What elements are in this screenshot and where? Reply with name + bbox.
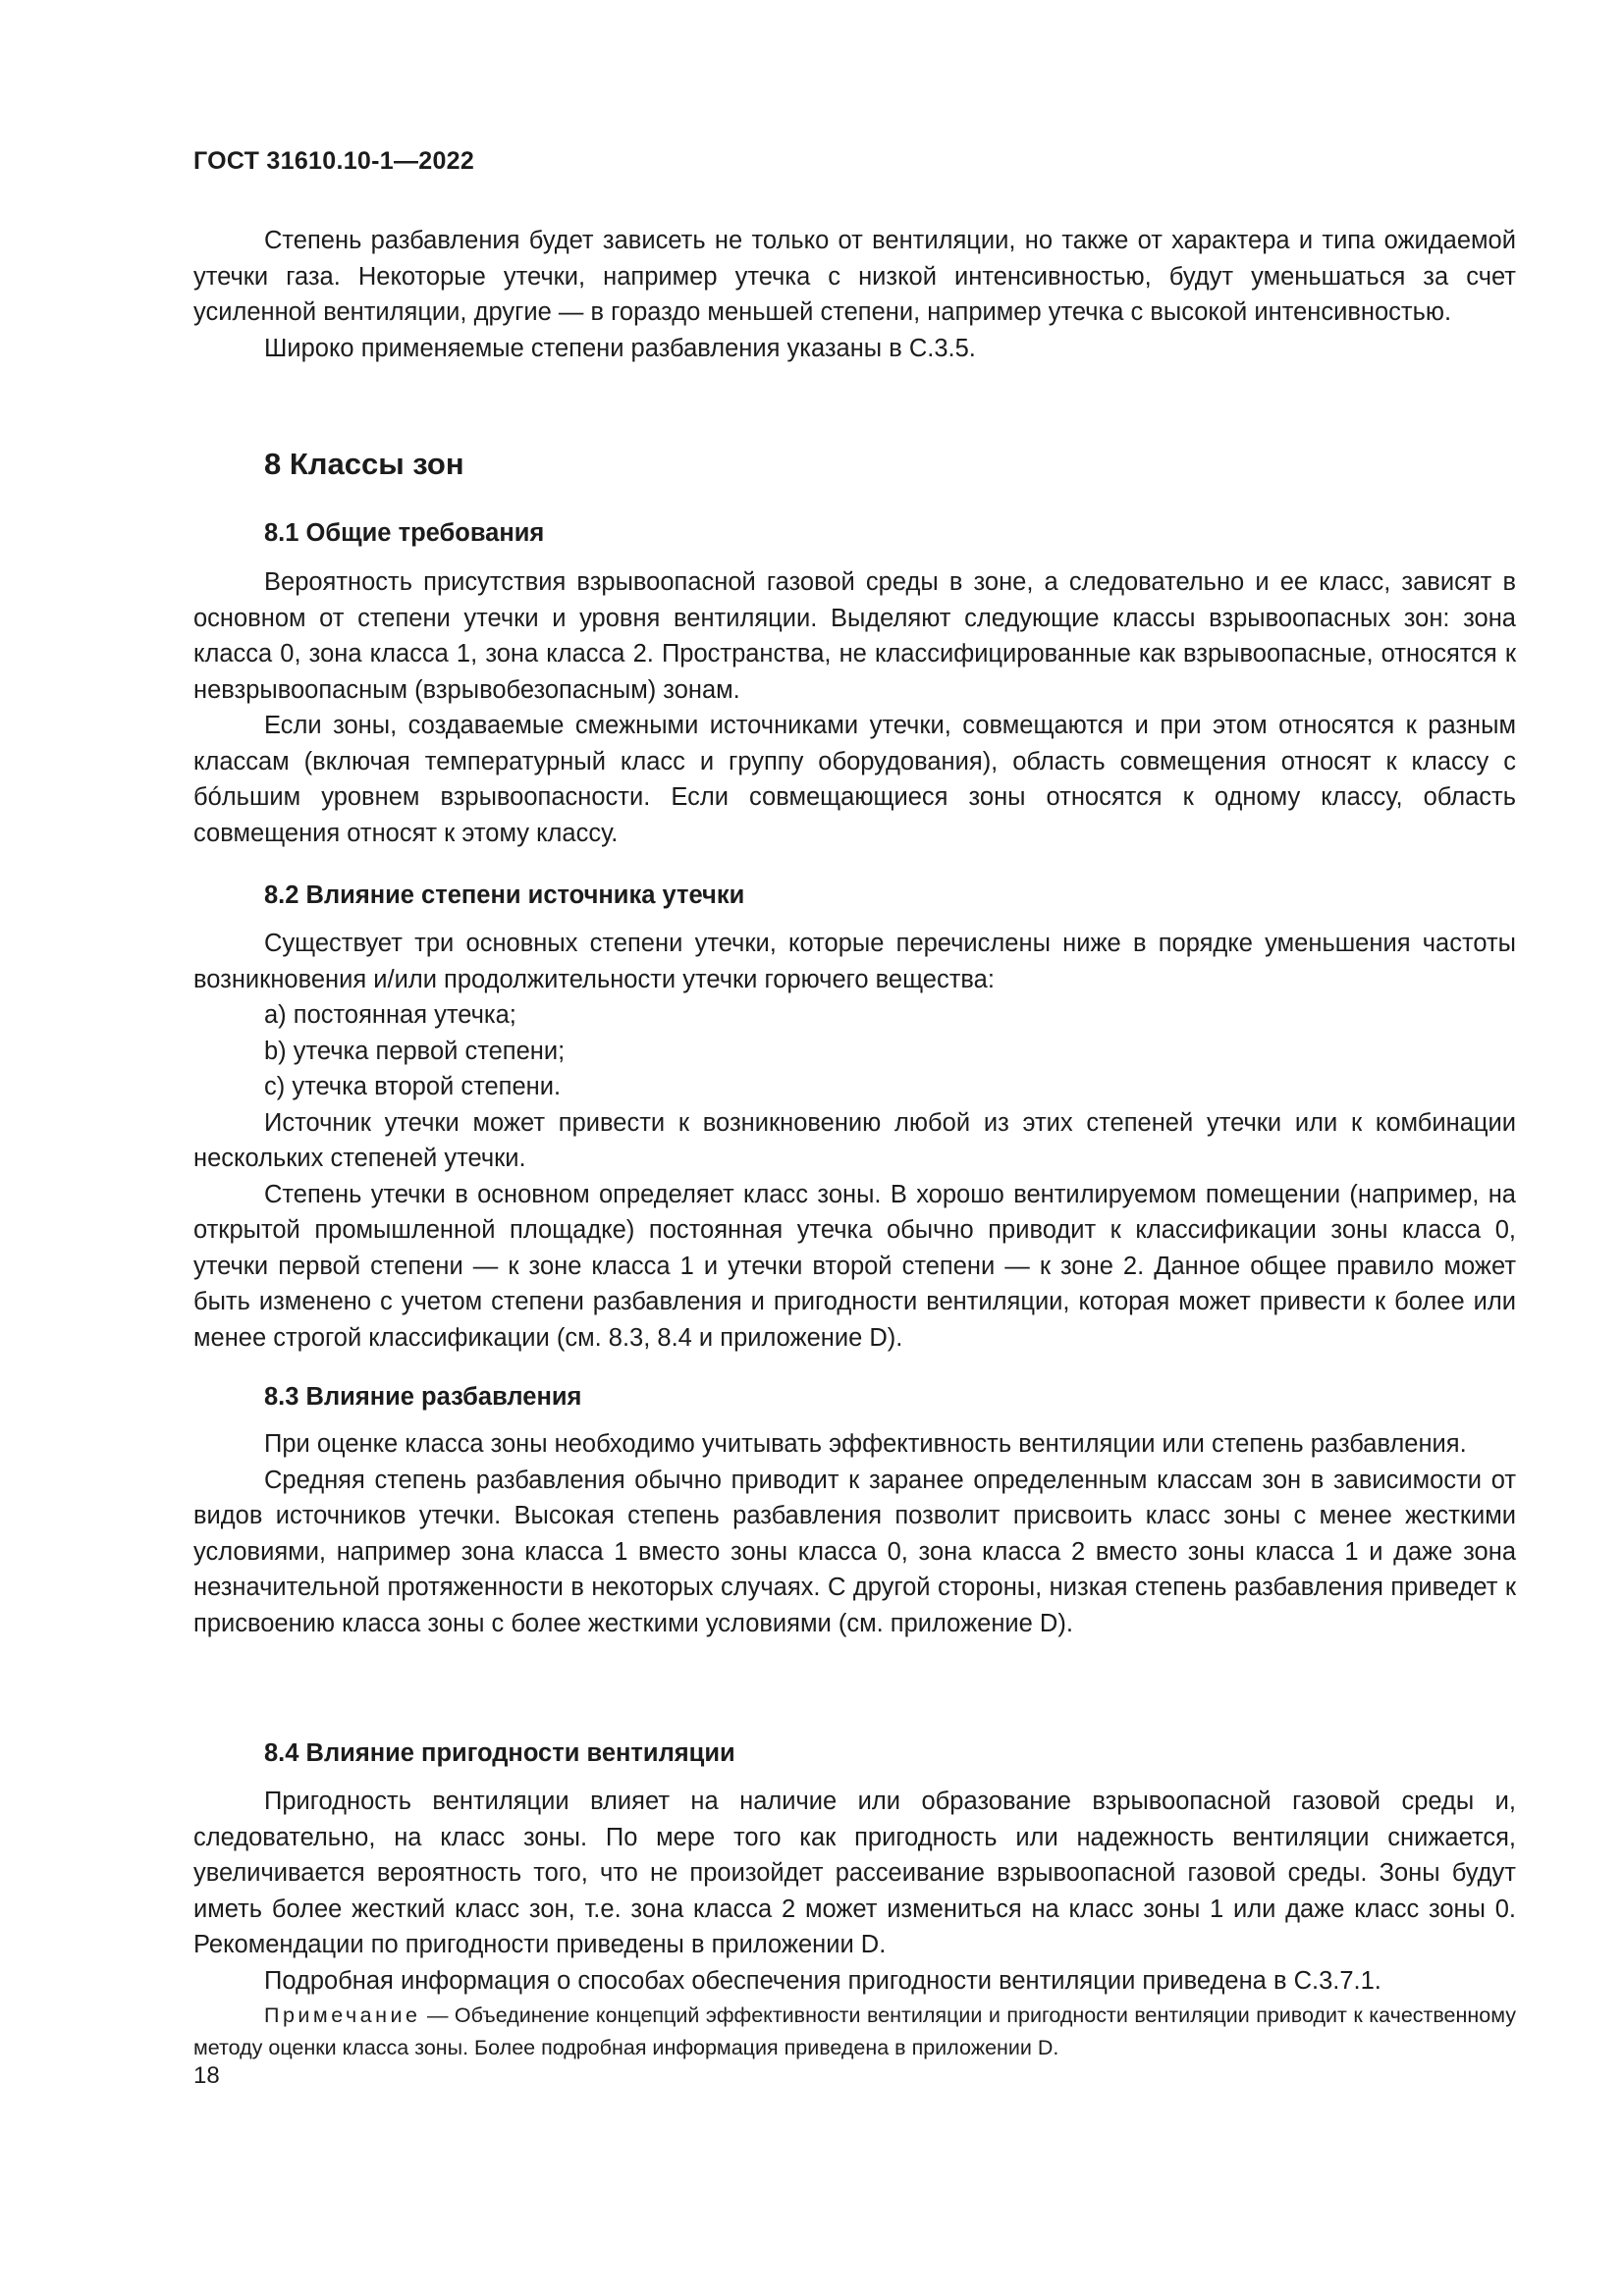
paragraph: Широко применяемые степени разбавления указаны в С.3.5.	[264, 334, 976, 362]
subsection-8-4-body	[193, 1784, 1516, 1999]
paragraph: Источник утечки может привести к возникновению любой из этих степеней утечки или к комбинации нескольких степеней утечки.	[193, 1108, 1516, 1172]
list-item: a) постоянная утечка;	[264, 1001, 516, 1029]
note-block	[193, 2000, 1516, 2064]
paragraph: Степень разбавления будет зависеть не только от вентиляции, но также от характера и типа ожидаемой утечки газа. Некоторые утечки, например утечка с низкой интенсивностью, будут уменьшаться за счет усиленной вентиляции, другие — в гораздо меньшей степени, например утечка с высокой интенсивностью.	[193, 227, 1516, 326]
section-heading-8: 8 Классы зон	[264, 447, 464, 481]
subsection-heading-8-3: 8.3 Влияние разбавления	[264, 1383, 582, 1411]
paragraph: Степень утечки в основном определяет класс зоны. В хорошо вентилируемом помещении (например, на открытой промышленной площадке) постоянная утечка обычно приводит к классификации зоны класса 0, утечки первой степени — к зоне класса 1 и утечки второй степени — к зоне 2. Данное общее правило может быть изменено с учетом степени разбавления и пригодности вентиляции, которая может привести к более или менее строгой классификации (см. 8.3, 8.4 и приложение D).	[193, 1180, 1516, 1352]
paragraph: При оценке класса зоны необходимо учитывать эффективность вентиляции или степень разбавления.	[264, 1430, 1467, 1458]
subsection-8-3-body	[193, 1426, 1516, 1641]
subsection-heading-8-2: 8.2 Влияние степени источника утечки	[264, 881, 745, 909]
list-item: c) утечка второй степени.	[264, 1073, 562, 1100]
note-label: Примечание	[264, 2003, 421, 2027]
paragraph: Подробная информация о способах обеспечения пригодности вентиляции приведена в С.3.7.1.	[264, 1966, 1381, 1995]
paragraph: Пригодность вентиляции влияет на наличие или образование взрывоопасной газовой среды и, следовательно, на класс зоны. По мере того как пригодность или надежность вентиляции снижается, увеличивается вероятность того, что не произойдет рассеивание взрывоопасной газовой среды. Зоны будут иметь более жесткий класс зон, т.е. зона класса 2 может измениться на класс зоны 1 или даже класс зоны 0. Рекомендации по пригодности приведены в приложении D.	[193, 1788, 1516, 1958]
subsection-heading-8-4: 8.4 Влияние пригодности вентиляции	[264, 1739, 735, 1767]
note-text: — Объединение концепций эффективности вентиляции и пригодности вентиляции приводит к качественному методу оценки класса зоны. Более подробная информация приведена в приложении D.	[193, 2003, 1516, 2059]
list-item: b) утечка первой степени;	[264, 1037, 566, 1065]
document-code-header: ГОСТ 31610.10-1—2022	[193, 147, 475, 175]
paragraph: Вероятность присутствия взрывоопасной газовой среды в зоне, а следовательно и ее класс, зависят в основном от степени утечки и уровня вентиляции. Выделяют следующие классы взрывоопасных зон: зона класса 0, зона класса 1, зона класса 2. Пространства, не классифицированные как взрывоопасные, относятся к невзрывоопасным (взрывобезопасным) зонам.	[193, 568, 1516, 704]
paragraph: Существует три основных степени утечки, которые перечислены ниже в порядке уменьшения частоты возникновения и/или продолжительности утечки горючего вещества:	[193, 930, 1516, 993]
page-number: 18	[193, 2062, 220, 2089]
note-paragraph	[193, 2000, 1516, 2064]
paragraph: Средняя степень разбавления обычно приводит к заранее определенным классам зон в зависимости от видов источников утечки. Высокая степень разбавления позволит присвоить класс зоны с менее жесткими условиями, например зона класса 1 вместо зоны класса 0, зона класса 2 вместо зоны класса 1 и даже зона незначительной протяженности в некоторых случаях. С другой стороны, низкая степень разбавления приведет к присвоению класса зоны с более жесткими условиями (см. приложение D).	[193, 1466, 1516, 1637]
paragraph: Если зоны, создаваемые смежными источниками утечки, совмещаются и при этом относятся к разным классам (включая температурный класс и группу оборудования), область совмещения относят к классу с бóльшим уровнем взрывоопасности. Если совмещающиеся зоны относятся к одному классу, область совмещения относят к этому классу.	[193, 712, 1516, 847]
subsection-8-1-body	[193, 564, 1516, 851]
subsection-heading-8-1: 8.1 Общие требования	[264, 519, 545, 547]
subsection-8-2-body	[193, 926, 1516, 1356]
intro-block	[193, 223, 1516, 366]
